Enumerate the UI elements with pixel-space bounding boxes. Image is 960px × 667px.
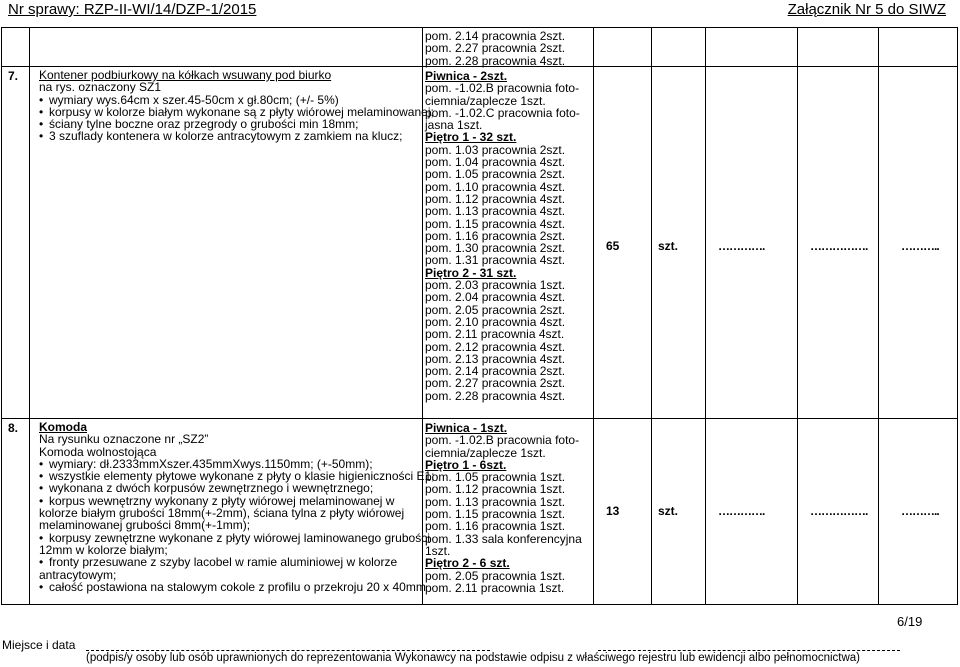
place-date-line bbox=[86, 650, 490, 651]
location-line: jasna 1szt. bbox=[425, 118, 483, 133]
location-line: pom. 2.27 pracownia 2szt. bbox=[425, 41, 566, 56]
location-line: pom. 2.14 pracownia 2szt. bbox=[425, 364, 566, 379]
location-line: pom. -1.02.B pracownia foto- bbox=[425, 433, 580, 448]
quantity-value: 65 bbox=[606, 239, 620, 253]
price-placeholder: ……….. bbox=[901, 239, 939, 253]
location-line: pom. 1.10 pracownia 4szt. bbox=[425, 179, 566, 194]
location-line: pom. 1.30 pracownia 2szt. bbox=[425, 241, 566, 256]
item-subtitle: Komoda wolnostojąca bbox=[39, 444, 157, 459]
location-line: pom. 2.28 pracownia 4szt. bbox=[425, 53, 566, 68]
item7-description bbox=[39, 69, 434, 143]
location-line: pom. 1.15 pracownia 4szt. bbox=[425, 216, 566, 231]
price-placeholder: ……….. bbox=[901, 504, 939, 518]
location-line: pom. 2.13 pracownia 4szt. bbox=[425, 351, 566, 366]
location-line: pom. 2.11 pracownia 4szt. bbox=[425, 327, 565, 342]
location-line: pom. 1.16 pracownia 2szt. bbox=[425, 228, 566, 243]
grid-line bbox=[593, 27, 594, 605]
quantity-unit: szt. bbox=[658, 239, 679, 253]
location-line: pom. 1.33 sala konferencyjna bbox=[425, 531, 582, 546]
item-number: 8. bbox=[8, 421, 19, 435]
location-line: pom. 1.31 pracownia 4szt. bbox=[425, 253, 566, 268]
location-line: pom. 1.15 pracownia 1szt. bbox=[425, 507, 566, 522]
location-line: pom. -1.02.C pracownia foto- bbox=[425, 105, 580, 120]
location-line: pom. 2.05 pracownia 1szt. bbox=[425, 568, 566, 583]
location-line: pom. 1.05 pracownia 2szt. bbox=[425, 167, 566, 182]
location-line: pom. 2.11 pracownia 1szt. bbox=[425, 580, 565, 595]
item-title: Kontener podbiurkowy na kółkach wsuwany pod biurko bbox=[39, 68, 332, 82]
price-placeholder: …………. bbox=[718, 239, 765, 253]
location-line: pom. 2.03 pracownia 1szt. bbox=[425, 278, 566, 293]
location-line: pom. 2.10 pracownia 4szt. bbox=[425, 314, 566, 329]
grid-line bbox=[1, 418, 958, 419]
location-line: ciemnia/zaplecze 1szt. bbox=[425, 445, 546, 460]
case-number: Nr sprawy: RZP-II-WI/14/DZP-1/2015 bbox=[8, 1, 257, 18]
price-placeholder: ……………. bbox=[810, 239, 868, 253]
signature-line bbox=[598, 650, 900, 651]
item-subtitle: na rys. oznaczony SZ1 bbox=[39, 80, 162, 95]
page-header bbox=[0, 0, 960, 28]
spec-bullet-continuation: melaminowanej grubości 8mm(+-1mm); bbox=[39, 518, 251, 533]
spec-bullet: • korpusy w kolorze białym wykonane są z płyty wiórowej melaminowanej; bbox=[39, 106, 434, 118]
location-line: pom. 1.12 pracownia 1szt. bbox=[425, 482, 566, 497]
location-line: 1szt. bbox=[425, 543, 451, 558]
grid-line bbox=[29, 27, 30, 605]
location-line: pom. 1.13 pracownia 1szt. bbox=[425, 494, 566, 509]
place-date-label: Miejsce i data bbox=[2, 638, 76, 652]
location-line: pom. 1.13 pracownia 4szt. bbox=[425, 204, 566, 219]
quantity-unit: szt. bbox=[658, 504, 679, 518]
spec-bullet: • korpus wewnętrzny wykonany z płyty wiórowej melaminowanej w bbox=[39, 495, 435, 507]
price-placeholder: ……………. bbox=[810, 504, 868, 518]
spec-bullet: • wymiary: dł.2333mmXszer.435mmXwys.1150mm; (+-50mm); bbox=[39, 458, 435, 470]
spec-bullet-continuation: kolorze białym grubości 18mm(+-2mm), ściana tylna z płyty wiórowej bbox=[39, 506, 405, 521]
grid-line bbox=[705, 27, 706, 605]
item-title: Komoda bbox=[39, 420, 87, 434]
spec-bullet: • fronty przesuwane z szyby lacobel w ramie aluminiowej w kolorze bbox=[39, 556, 435, 568]
location-line: pom. 2.05 pracownia 2szt. bbox=[425, 302, 566, 317]
page-number: 6/19 bbox=[897, 614, 923, 629]
annex-label: Załącznik Nr 5 do SIWZ bbox=[787, 1, 946, 18]
location-line: pom. 1.12 pracownia 4szt. bbox=[425, 191, 566, 206]
price-placeholder: …………. bbox=[718, 504, 765, 518]
spec-bullet: • wymiary wys.64cm x szer.45-50cm x gł.80cm; (+/- 5%) bbox=[39, 94, 434, 106]
quantity-value: 13 bbox=[606, 504, 620, 518]
item8-description bbox=[39, 421, 435, 593]
location-line: pom. 2.14 pracownia 2szt. bbox=[425, 29, 566, 43]
item-number: 7. bbox=[8, 69, 19, 83]
grid-line bbox=[957, 27, 958, 605]
location-heading: Piwnica - 2szt. bbox=[425, 69, 508, 83]
location-line: pom. 1.03 pracownia 2szt. bbox=[425, 142, 566, 157]
location-line: pom. -1.02.B pracownia foto- bbox=[425, 81, 580, 96]
item8-locations bbox=[425, 422, 582, 594]
spec-bullet: • wykonana z dwóch korpusów zewnętrznego i wewnętrznego; bbox=[39, 482, 435, 494]
carryover-locations bbox=[425, 30, 565, 67]
location-heading: Piętro 1 - 32 szt. bbox=[425, 130, 517, 145]
grid-line bbox=[1, 27, 2, 605]
location-line: pom. 2.12 pracownia 4szt. bbox=[425, 339, 566, 354]
grid-line bbox=[878, 27, 879, 605]
location-line: pom. 1.16 pracownia 1szt. bbox=[425, 519, 566, 534]
location-line: pom. 2.27 pracownia 2szt. bbox=[425, 376, 566, 391]
location-line: pom. 1.05 pracownia 1szt. bbox=[425, 470, 566, 485]
item7-locations bbox=[425, 70, 580, 402]
grid-line bbox=[651, 27, 652, 605]
item-subtitle: Na rysunku oznaczone nr „SZ2” bbox=[39, 432, 209, 447]
location-line: pom. 2.28 pracownia 4szt. bbox=[425, 388, 566, 403]
spec-bullet-continuation: 12mm w kolorze białym; bbox=[39, 542, 168, 557]
spec-bullet: • całość postawiona na stalowym cokole z profilu o przekroju 20 x 40mm bbox=[39, 581, 435, 593]
spec-bullet: • korpusy zewnętrzne wykonane z płyty wiórowej laminowanego grubości bbox=[39, 532, 435, 544]
location-line: pom. 2.04 pracownia 4szt. bbox=[425, 290, 566, 305]
spec-bullet-continuation: antracytowym; bbox=[39, 567, 117, 582]
location-line: ciemnia/zaplecze 1szt. bbox=[425, 93, 546, 108]
spec-bullet: • ściany tylne boczne oraz przegrody o grubości min 18mm; bbox=[39, 118, 434, 130]
grid-line bbox=[1, 604, 958, 605]
spec-bullet: • 3 szuflady kontenera w kolorze antracytowym z zamkiem na klucz; bbox=[39, 130, 434, 142]
location-heading: Piętro 1 - 6szt. bbox=[425, 457, 507, 472]
signature-note: (podpis/y osoby lub osób uprawnionych do reprezentowania Wykonawcy na podstawie odpisu z właściwego rejestru lub ewidencji albo pełnomocnictwa) bbox=[86, 652, 861, 664]
spec-bullet: • wszystkie elementy płytowe wykonane z płyty o klasie higieniczności E1; bbox=[39, 470, 435, 482]
grid-line bbox=[1, 27, 958, 28]
location-line: pom. 1.04 pracownia 4szt. bbox=[425, 155, 566, 170]
location-heading: Piętro 2 - 6 szt. bbox=[425, 556, 510, 571]
grid-line bbox=[797, 27, 798, 605]
location-heading: Piętro 2 - 31 szt. bbox=[425, 265, 517, 280]
location-heading: Piwnica - 1szt. bbox=[425, 421, 508, 435]
